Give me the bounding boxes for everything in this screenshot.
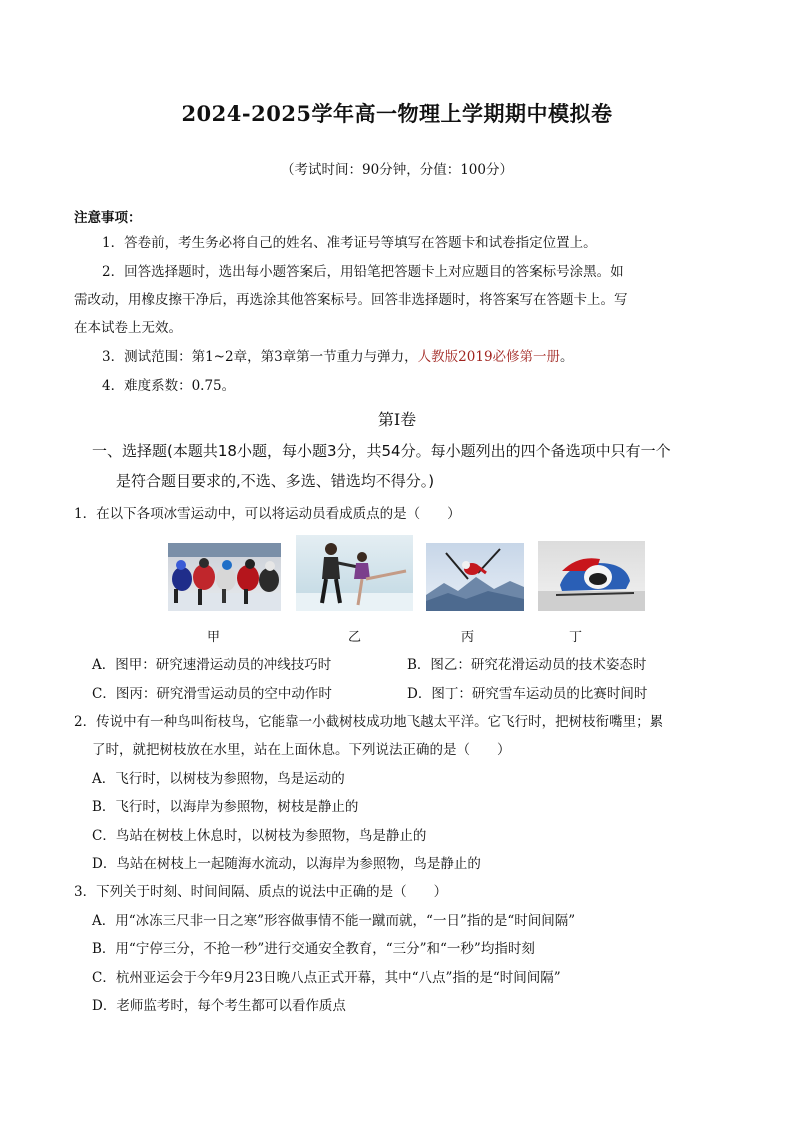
q2-stem-line-2: 了时，就把树枝放在水里，站在上面休息。下列说法正确的是（ ） (92, 742, 511, 758)
q1-option-c: C．图丙：研究滑雪运动员的空中动作时 (92, 686, 332, 702)
q2-stem-line-1: 2．传说中有一种鸟叫衔枝鸟，它能靠一小截树枝成功地飞越太平洋。它飞行时，把树枝衔嘴里；累 (74, 714, 664, 730)
notice-item-2-line-1: 2．回答选择题时，选出每小题答案后，用铅笔把答题卡上对应题目的答案标号涂黑。如 (102, 264, 624, 280)
q3-option-c: C．杭州亚运会于今年9月23日晚八点正式开幕，其中“八点”指的是“时间间隔” (92, 970, 561, 986)
aerial-skiing-photo (426, 543, 524, 611)
caption-yi: 乙 (348, 630, 362, 645)
q2-option-c: C．鸟站在树枝上休息时，以树枝为参照物，鸟是静止的 (92, 828, 427, 844)
exam-info: （考试时间：90分钟，分值：100分） (281, 162, 513, 178)
notice-item-2-line-3: 在本试卷上无效。 (74, 320, 182, 336)
speed-skating-photo (168, 543, 281, 611)
notice-item-2-line-2: 需改动，用橡皮擦干净后，再选涂其他答案标号。回答非选择题时，将答案写在答题卡上。写 (74, 292, 628, 308)
caption-ding: 丁 (569, 630, 583, 645)
q2-option-a: A．飞行时，以树枝为参照物，鸟是运动的 (92, 771, 345, 787)
q1-option-a: A．图甲：研究速滑运动员的冲线技巧时 (92, 657, 332, 673)
section-1-instructions: 是符合题目要求的,不选、多选、错选均不得分。) (116, 472, 435, 490)
notice-item-1: 1．答卷前，考生务必将自己的姓名、准考证号等填写在答题卡和试卷指定位置上。 (102, 235, 597, 251)
volume-heading: 第Ⅰ卷 (377, 410, 417, 429)
q3-stem: 3．下列关于时刻、时间间隔、质点的说法中正确的是（ ） (74, 884, 448, 900)
q2-option-d: D．鸟站在树枝上一起随海水流动，以海岸为参照物，鸟是静止的 (92, 856, 481, 872)
section-1-heading: 一、选择题(本题共18小题，每小题3分，共54分。每小题列出的四个备选项中只有一个 (92, 442, 671, 460)
page-title: 2024-2025学年高一物理上学期期中模拟卷 (181, 101, 613, 126)
q3-option-d: D．老师监考时，每个考生都可以看作质点 (92, 998, 346, 1014)
q3-option-a: A．用“冰冻三尺非一日之寒”形容做事情不能一蹴而就，“一日”指的是“时间间隔” (92, 913, 576, 929)
figure-skating-photo (296, 535, 413, 611)
notice-heading: 注意事项： (74, 210, 142, 226)
q1-stem: 1．在以下各项冰雪运动中，可以将运动员看成质点的是（ ） (74, 506, 461, 522)
textbook-edition: 人教版2019必修第一册 (417, 349, 561, 365)
q3-option-b: B．用“宁停三分，不抢一秒”进行交通安全教育，“三分”和“一秒”均指时刻 (92, 941, 535, 957)
notice-item-4: 4．难度系数：0.75。 (102, 378, 236, 394)
q1-option-d: D．图丁：研究雪车运动员的比赛时间时 (407, 686, 648, 702)
q1-option-b: B．图乙：研究花滑运动员的技术姿态时 (407, 657, 647, 673)
caption-bing: 丙 (461, 630, 475, 645)
q2-option-b: B．飞行时，以海岸为参照物，树枝是静止的 (92, 799, 359, 815)
caption-jia: 甲 (207, 630, 221, 645)
skeleton-sled-photo (538, 541, 645, 611)
notice-item-3: 3．测试范围：第1~2章，第3章第一节重力与弹力，人教版2019必修第一册。 (102, 349, 574, 365)
